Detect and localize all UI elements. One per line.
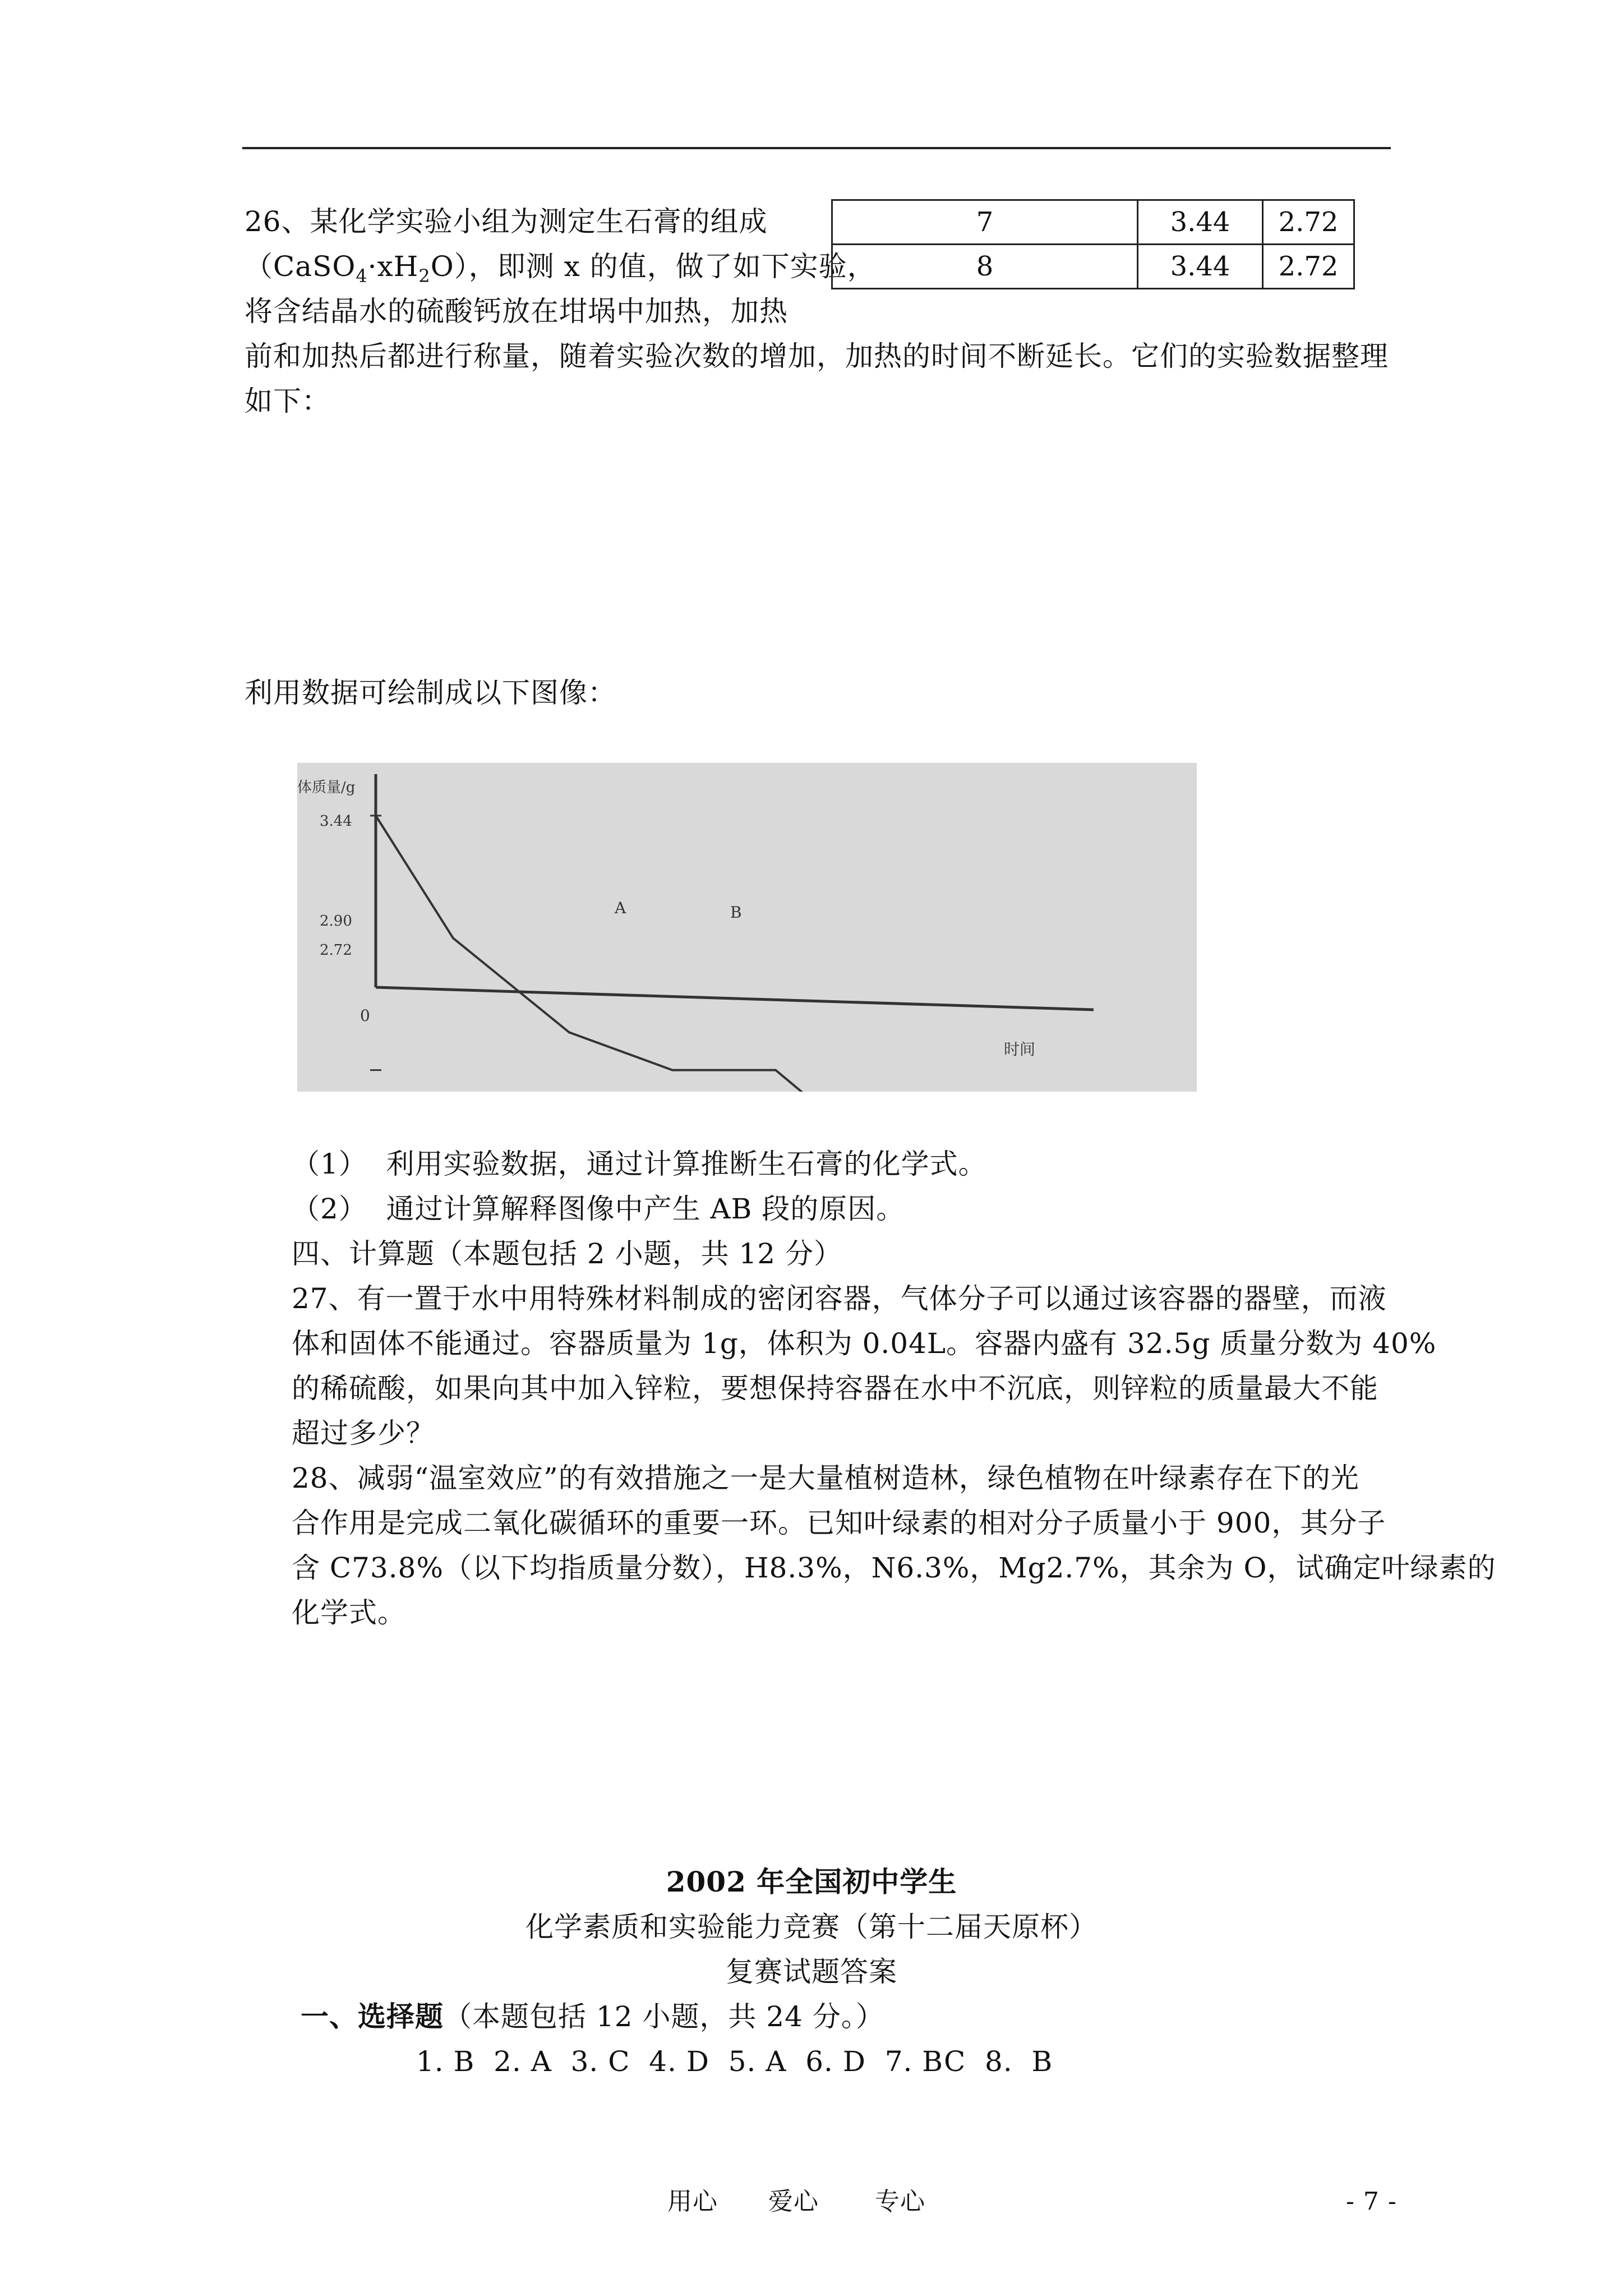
table-cell: 8 xyxy=(832,245,1138,289)
answers-choices: 1. B 2. A 3. C 4. D 5. A 6. D 7. BC 8. B xyxy=(416,2045,1053,2078)
page-number: - 7 - xyxy=(1346,2187,1397,2216)
data-point xyxy=(452,937,454,939)
x-axis xyxy=(376,987,1094,1010)
q27-line: 的稀硫酸，如果向其中加入锌粒，要想保持容器在水中不沉底，则锌粒的质量最大不能 xyxy=(292,1372,1378,1405)
point-label-b: B xyxy=(730,903,742,922)
x-axis-label: 时间 xyxy=(1004,1040,1036,1059)
q27-line: 体和固体不能通过。容器质量为 1g，体积为 0.04L。容器内盛有 32.5g 质量分数为 40% xyxy=(292,1327,1437,1360)
chart-svg xyxy=(297,763,1197,1092)
header-rule xyxy=(242,147,1391,149)
answers-title-1: 2002 年全国初中学生 xyxy=(666,1865,957,1898)
y-tick-label: 2.90 xyxy=(320,913,352,930)
q26-line1: 26、某化学实验小组为测定生石膏的组成 xyxy=(245,205,768,238)
q26-sub1: （1） 利用实验数据，通过计算推断生石膏的化学式。 xyxy=(292,1148,987,1180)
answers-section1-heading: 一、选择题（本题包括 12 小题，共 24 分。） xyxy=(301,2000,884,2033)
q28-line: 化学式。 xyxy=(292,1596,406,1629)
table-row xyxy=(832,245,1354,289)
q28-line: 合作用是完成二氧化碳循环的重要一环。已知叶绿素的相对分子质量小于 900，其分子 xyxy=(292,1507,1386,1539)
q26-line2: $(CaSO_4\cdot xH_2O)$，即测 x 的值，做了如下实验， xyxy=(245,250,876,287)
data-point xyxy=(568,1031,570,1033)
data-table xyxy=(831,199,1355,289)
table-cell: 3.44 xyxy=(1138,245,1263,289)
q28-line: 28、减弱“温室效应”的有效措施之一是大量植树造林，绿色植物在叶绿素存在下的光 xyxy=(292,1462,1359,1494)
mass-curve xyxy=(376,816,930,1092)
footer-motto-3: 专心 xyxy=(875,2187,925,2216)
y-tick-label: 2.72 xyxy=(320,942,352,959)
point-label-a: A xyxy=(615,899,626,917)
table-row xyxy=(832,200,1354,245)
table-cell: 2.72 xyxy=(1263,200,1354,245)
y-axis-label: 体质量/g xyxy=(297,779,356,796)
q26-sub2: （2） 通过计算解释图像中产生 AB 段的原因。 xyxy=(292,1193,905,1225)
data-point xyxy=(671,1069,674,1071)
table-cell: 7 xyxy=(832,200,1138,245)
q26-line3: 将含结晶水的硫酸钙放在坩埚中加热，加热 xyxy=(245,295,788,328)
origin-label: 0 xyxy=(360,1006,370,1025)
q26-line4: 前和加热后都进行称量，随着实验次数的增加，加热的时间不断延长。它们的实验数据整理 xyxy=(245,340,1389,372)
footer-motto-2: 爱心 xyxy=(768,2187,819,2216)
q28-line: 含 C73.8%（以下均指质量分数），H8.3%，N6.3%，Mg2.7%，其余为 O，试确定叶绿素的 xyxy=(292,1552,1496,1584)
table-cell: 2.72 xyxy=(1263,245,1354,289)
q27-line: 27、有一置于水中用特殊材料制成的密闭容器，气体分子可以通过该容器的器壁，而液 xyxy=(292,1282,1387,1315)
q27-line: 超过多少？ xyxy=(292,1417,435,1450)
answers-title-3: 复赛试题答案 xyxy=(726,1955,897,1988)
graph-intro: 利用数据可绘制成以下图像： xyxy=(245,677,616,709)
footer-motto-1: 用心 xyxy=(667,2187,718,2216)
section4-heading: 四、计算题（本题包括 2 小题，共 12 分） xyxy=(292,1237,843,1270)
data-point xyxy=(774,1069,777,1071)
answers-title-2: 化学素质和实验能力竞赛（第十二届天原杯） xyxy=(525,1911,1098,1943)
table-cell: 3.44 xyxy=(1138,200,1263,245)
mass-time-chart xyxy=(297,763,1197,1092)
chart-axes xyxy=(376,774,1094,1010)
q26-line5: 如下： xyxy=(245,385,330,417)
y-tick-label: 3.44 xyxy=(320,813,352,830)
